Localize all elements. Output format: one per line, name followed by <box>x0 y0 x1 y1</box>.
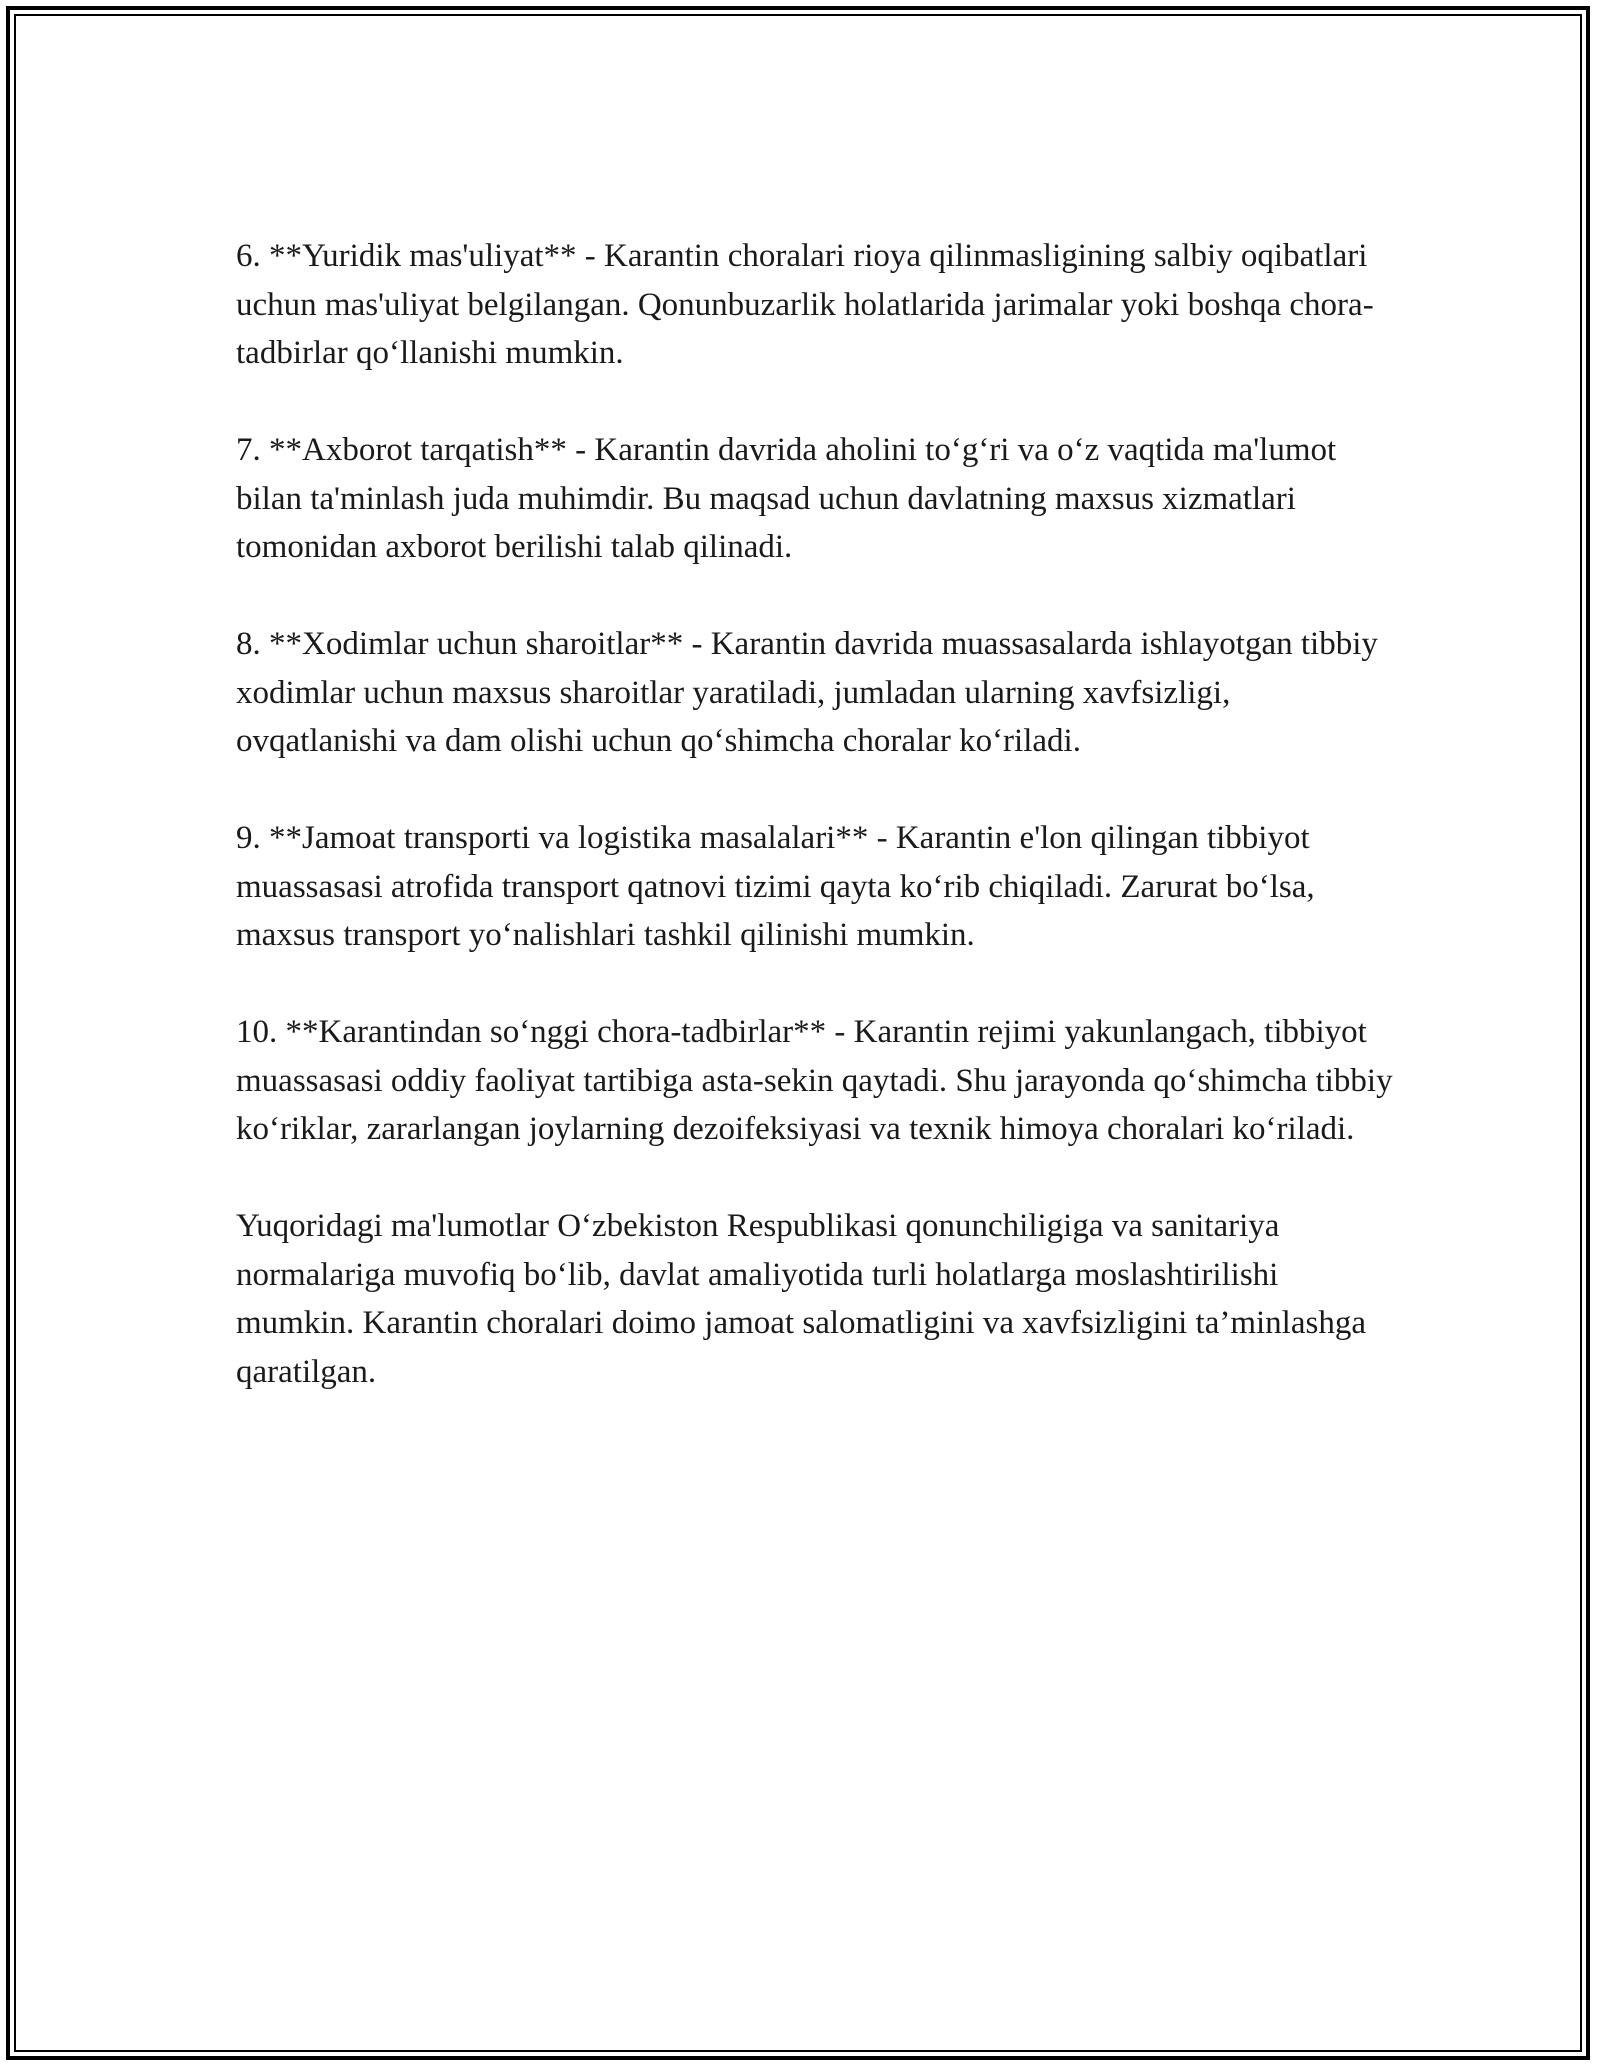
paragraph-jamoat-transporti: 9. **Jamoat transporti va logistika masalalari** - Karantin e'lon qilingan tibbiyot muassasasi atrofida transport qatnovi tizimi qayta ko‘rib chiqiladi. Zarurat bo‘lsa, maxsus transport yo‘nalishlari tashkil qilinishi mumkin. <box>236 820 1315 953</box>
paragraph-yuridik-masuliyat: 6. **Yuridik mas'uliyat** - Karantin choralari rioya qilinmasligining salbiy oqibatlari uchun mas'uliyat belgilangan. Qonunbuzarlik holatlarida jarimalar yoki boshqa chora-tadbirlar qo‘llanishi mumkin. <box>236 238 1374 371</box>
paragraph-karantindan-songgi: 10. **Karantindan so‘nggi chora-tadbirlar** - Karantin rejimi yakunlangach, tibbiyot muassasasi oddiy faoliyat tartibiga asta-sekin qaytadi. Shu jarayonda qo‘shimcha tibbiy ko‘riklar, zararlangan joylarning dezoifeksiyasi va texnik himoya choralari ko‘riladi. <box>236 1014 1393 1147</box>
paragraph-xodimlar-sharoitlar: 8. **Xodimlar uchun sharoitlar** - Karantin davrida muassasalarda ishlayotgan tibbiy xodimlar uchun maxsus sharoitlar yaratiladi, jumladan ularning xavfsizligi, ovqatlanishi va dam olishi uchun qo‘shimcha choralar ko‘riladi. <box>236 626 1378 759</box>
document-body <box>236 232 1396 1445</box>
paragraph-axborot-tarqatish: 7. **Axborot tarqatish** - Karantin davrida aholini to‘g‘ri va o‘z vaqtida ma'lumot bilan ta'minlash juda muhimdir. Bu maqsad uchun davlatning maxsus xizmatlari tomonidan axborot berilishi talab qilinadi. <box>236 432 1337 565</box>
paragraph-conclusion: Yuqoridagi ma'lumotlar O‘zbekiston Respublikasi qonunchiligiga va sanitariya normalariga muvofiq bo‘lib, davlat amaliyotida turli holatlarga moslashtirilishi mumkin. Karantin choralari doimo jamoat salomatligini va xavfsizligini ta’minlashga qaratilgan. <box>236 1208 1366 1390</box>
